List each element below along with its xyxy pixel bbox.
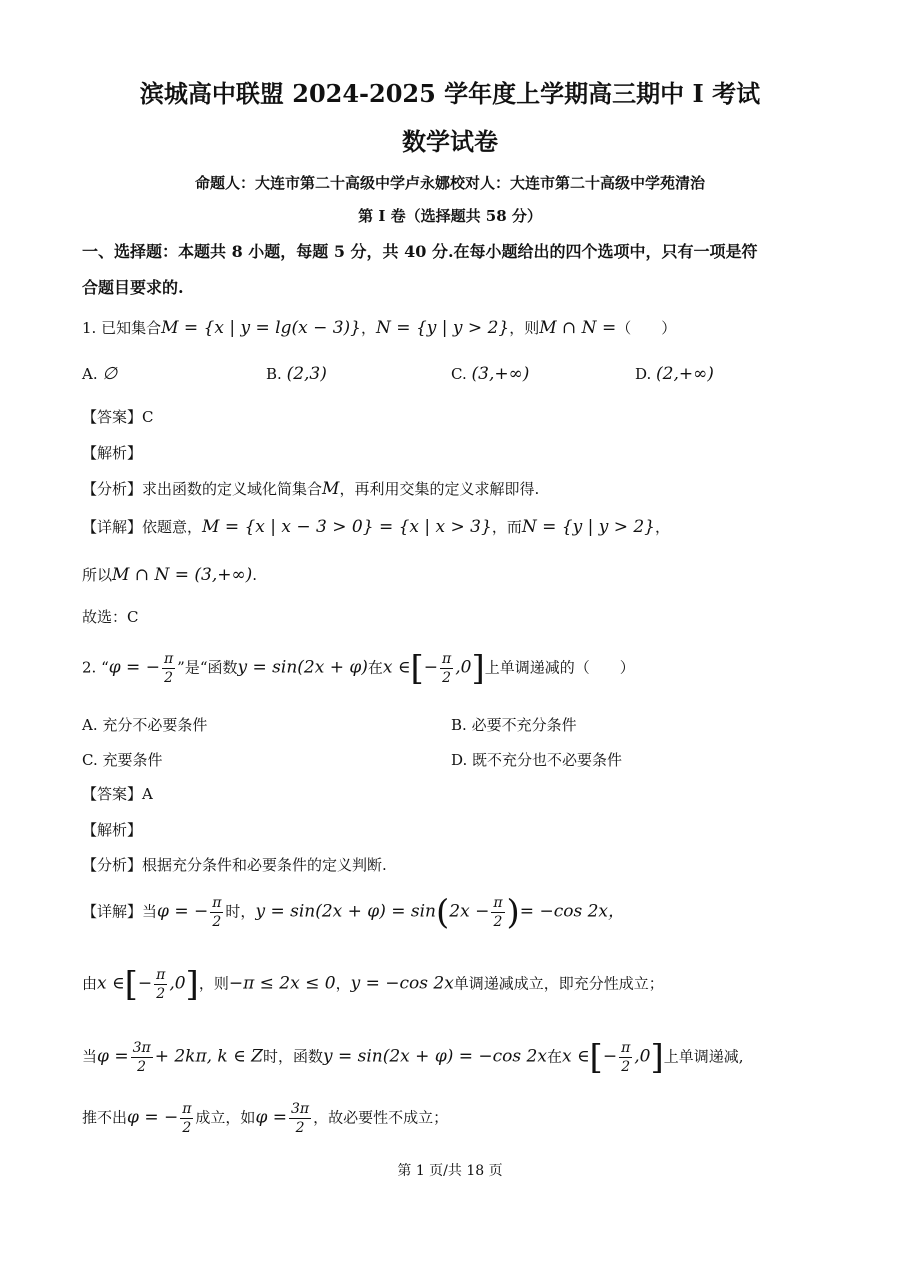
q2-fenxi: 【分析】根据充分条件和必要条件的定义判断.	[82, 856, 387, 874]
q2-detail-4: 推不出φ = − $\frac{\pi}{2}$ 成立，如φ = $\frac{3\pi}{2}$ ，故必要性不成立；	[82, 1101, 449, 1136]
q1-ask-expr: M ∩ N =	[539, 318, 617, 338]
q2-frac-pi-2: $\frac{\pi}{2}$	[163, 651, 174, 686]
q2-analysis-tag: 【解析】	[82, 821, 143, 839]
q2-answer: 【答案】A	[82, 785, 153, 803]
q2-option-c: C. 充要条件	[82, 751, 163, 769]
exam-subject: 数学试卷	[402, 127, 498, 156]
q1-option-c: C. (3,+∞)	[451, 364, 530, 384]
q1-fenxi: 【分析】求出函数的定义域化简集合M，再利用交集的定义求解即得.	[82, 479, 540, 499]
exam-part-heading: 第 I 卷（选择题共 58 分）	[358, 207, 542, 225]
q2-option-d: D. 既不充分也不必要条件	[451, 751, 623, 769]
section-heading-line2: 合题目要求的.	[82, 278, 184, 297]
q1-set-n: N = {y | y > 2}	[376, 318, 510, 338]
q1-so: 所以M ∩ N = (3,+∞).	[82, 565, 258, 585]
page-number: 第 1 页/共 18 页	[397, 1163, 503, 1179]
q2-option-b: B. 必要不充分条件	[451, 716, 577, 734]
q2-detail-3: 当φ = $\frac{3\pi}{2}$ + 2kπ, k ∈ Z时，函数y = sin(2x + φ) = −cos 2x在x ∈[− $\frac{\pi}{2}$ ,0]上单调递减,	[82, 1037, 744, 1078]
q1-answer: 【答案】C	[82, 408, 154, 426]
q2-detail-1: 【详解】当φ = − $\frac{\pi}{2}$ 时，y = sin(2x + φ) = sin(2x − $\frac{\pi}{2}$ )= −cos 2x，	[82, 892, 625, 933]
q1-detail: 【详解】依题意，M = {x | x − 3 > 0} = {x | x > 3}，而N = {y | y > 2}，	[82, 517, 671, 537]
q1-analysis-tag: 【解析】	[82, 444, 143, 462]
q1-choose: 故选：C	[82, 608, 139, 626]
q2-stem: 2. “φ = − $\frac{\pi}{2}$ ”是“函数y = sin(2x + φ)在x ∈[− $\frac{\pi}{2}$ ,0]上单调递减的（ ）	[82, 648, 635, 689]
q2-option-a: A. 充分不必要条件	[82, 716, 208, 734]
q1-option-a: A. ∅	[82, 364, 118, 384]
exam-title: 滨城高中联盟 2024-2025 学年度上学期高三期中 I 考试	[139, 79, 761, 108]
q1-set-m: M = {x | y = lg(x − 3)}	[161, 318, 362, 338]
q1-option-d: D. (2,+∞)	[635, 364, 714, 384]
section-heading-line1: 一、选择题：本题共 8 小题，每题 5 分，共 40 分.在每小题给出的四个选项中，只有一项是符	[82, 242, 758, 261]
exam-authors: 命题人：大连市第二十高级中学卢永娜校对人：大连市第二十高级中学苑清治	[194, 174, 705, 192]
q1-option-b: B. (2,3)	[266, 364, 327, 384]
q2-detail-2: 由x ∈[− $\frac{\pi}{2}$ ,0]，则−π ≤ 2x ≤ 0，y = −cos 2x单调递减成立，即充分性成立；	[82, 964, 664, 1005]
q1-stem: 1. 已知集合M = {x | y = lg(x − 3)}，N = {y | y > 2}，则M ∩ N =（ ）	[82, 318, 677, 338]
